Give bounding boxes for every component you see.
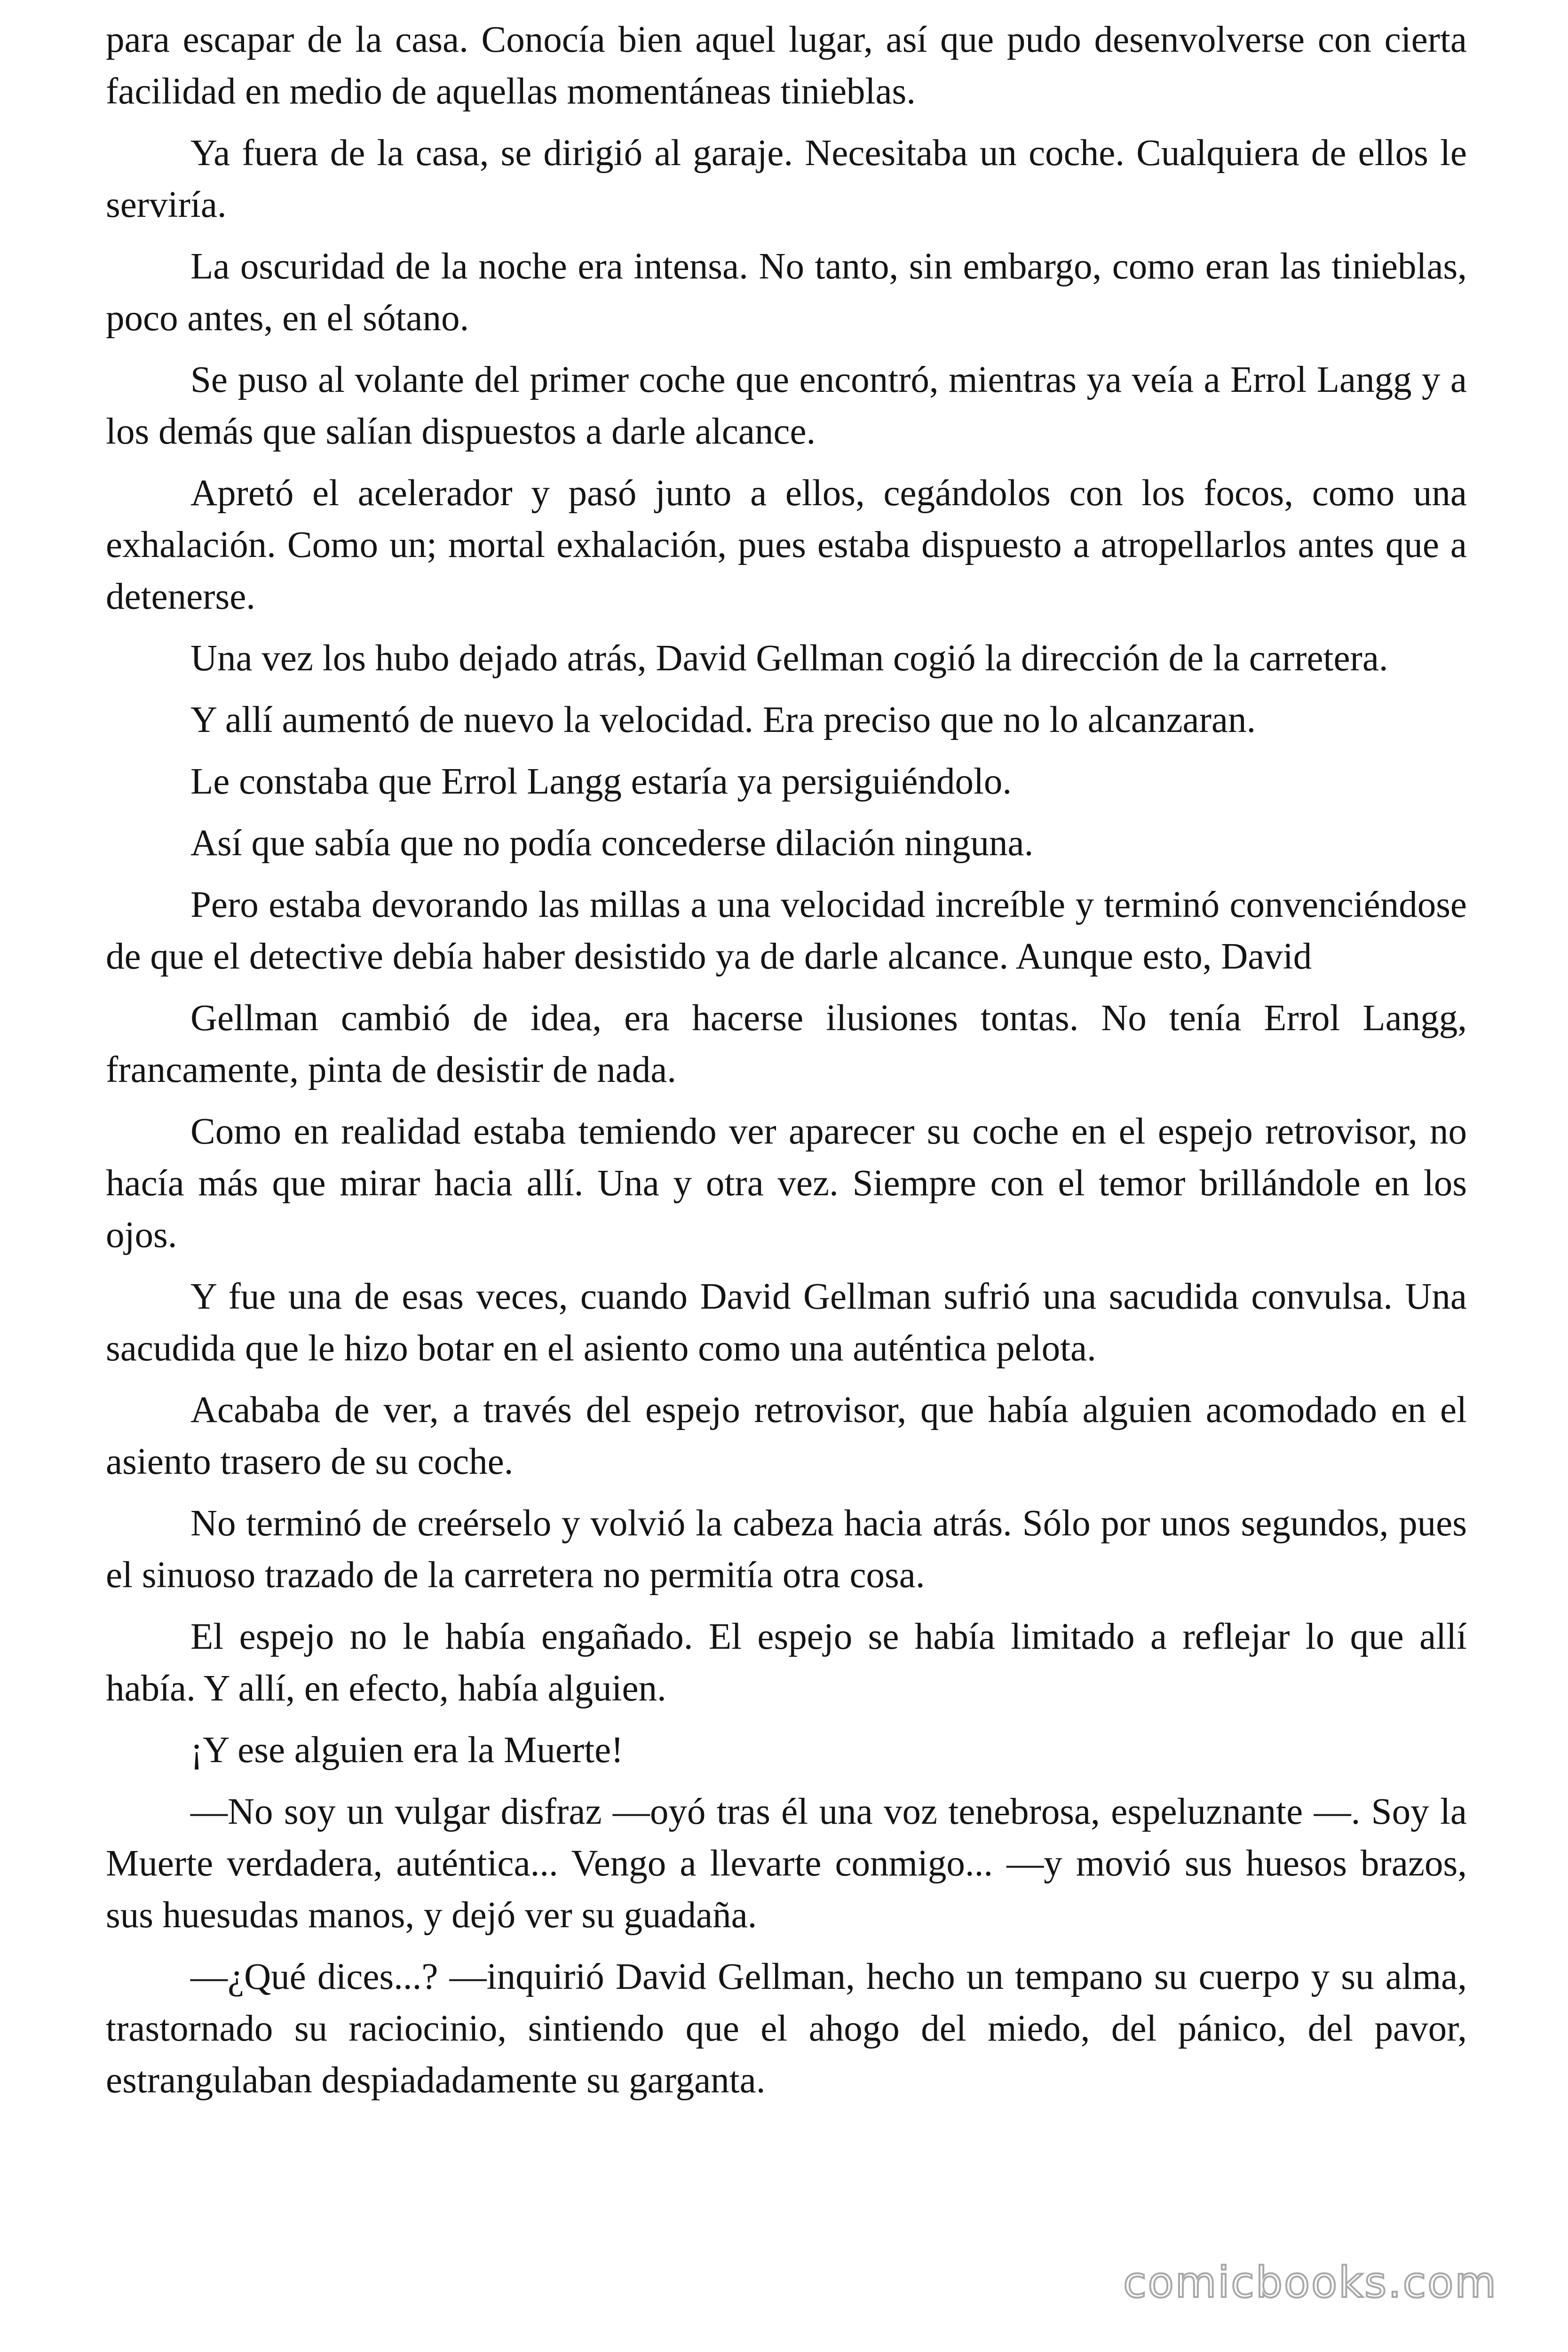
paragraph-9: Así que sabía que no podía concederse dilación ninguna. xyxy=(190,823,1034,864)
paragraph-13: Y fue una de esas veces, cuando David Gellman sufrió una sacudida convulsa. Una sacudida que le hizo botar en el asiento como una auténtica pelota. xyxy=(106,1276,1467,1369)
paragraph-1: para escapar de la casa. Conocía bien aquel lugar, así que pudo desenvolverse con cierta facilidad en medio de aquellas momentáneas tinieblas. xyxy=(106,19,1467,112)
paragraph-16: El espejo no le había engañado. El espejo se había limitado a reflejar lo que allí había. Y allí, en efecto, había alguien. xyxy=(106,1616,1467,1709)
paragraph-4: Se puso al volante del primer coche que encontró, mientras ya veía a Errol Langg y a los demás que salían dispuestos a darle alcance. xyxy=(106,359,1467,452)
paragraph-14: Acababa de ver, a través del espejo retrovisor, que había alguien acomodado en el asiento trasero de su coche. xyxy=(106,1390,1467,1482)
book-page-body xyxy=(106,14,1467,2106)
watermark-logo: comicbooks.com xyxy=(1123,2258,1497,2307)
paragraph-19: —¿Qué dices...? —inquirió David Gellman, hecho un tempano su cuerpo y su alma, trastornado su raciocinio, sintiendo que el ahogo del miedo, del pánico, del pavor, estrangulaban despiadadamente su garganta. xyxy=(106,1956,1467,2101)
paragraph-17: ¡Y ese alguien era la Muerte! xyxy=(190,1730,624,1771)
paragraph-6: Una vez los hubo dejado atrás, David Gellman cogió la dirección de la carretera. xyxy=(190,638,1388,679)
paragraph-15: No terminó de creérselo y volvió la cabeza hacia atrás. Sólo por unos segundos, pues el sinuoso trazado de la carretera no permitía otra cosa. xyxy=(106,1503,1467,1596)
paragraph-10: Pero estaba devorando las millas a una velocidad increíble y terminó convenciéndose de que el detective debía haber desistido ya de darle alcance. Aunque esto, David xyxy=(106,884,1467,977)
paragraph-11: Gellman cambió de idea, era hacerse ilusiones tontas. No tenía Errol Langg, francamente, pinta de desistir de nada. xyxy=(106,998,1467,1090)
paragraph-7: Y allí aumentó de nuevo la velocidad. Era preciso que no lo alcanzaran. xyxy=(190,699,1256,740)
paragraph-2: Ya fuera de la casa, se dirigió al garaje. Necesitaba un coche. Cualquiera de ellos le serviría. xyxy=(106,133,1467,225)
paragraph-18: —No soy un vulgar disfraz —oyó tras él una voz tenebrosa, espeluznante —. Soy la Muerte verdadera, auténtica... Vengo a llevarte conmigo... —y movió sus huesos brazos, sus huesudas manos, y dejó ver su guadaña. xyxy=(106,1791,1467,1936)
paragraph-8: Le constaba que Errol Langg estaría ya persiguiéndolo. xyxy=(190,761,1012,802)
paragraph-12: Como en realidad estaba temiendo ver aparecer su coche en el espejo retrovisor, no hacía más que mirar hacia allí. Una y otra vez. Siempre con el temor brillándole en los ojos. xyxy=(106,1111,1467,1255)
paragraph-5: Apretó el acelerador y pasó junto a ellos, cegándolos con los focos, como una exhalación. Como un; mortal exhalación, pues estaba dispuesto a atropellarlos antes que a detenerse. xyxy=(106,473,1467,617)
paragraph-3: La oscuridad de la noche era intensa. No tanto, sin embargo, como eran las tinieblas, poco antes, en el sótano. xyxy=(106,246,1467,339)
